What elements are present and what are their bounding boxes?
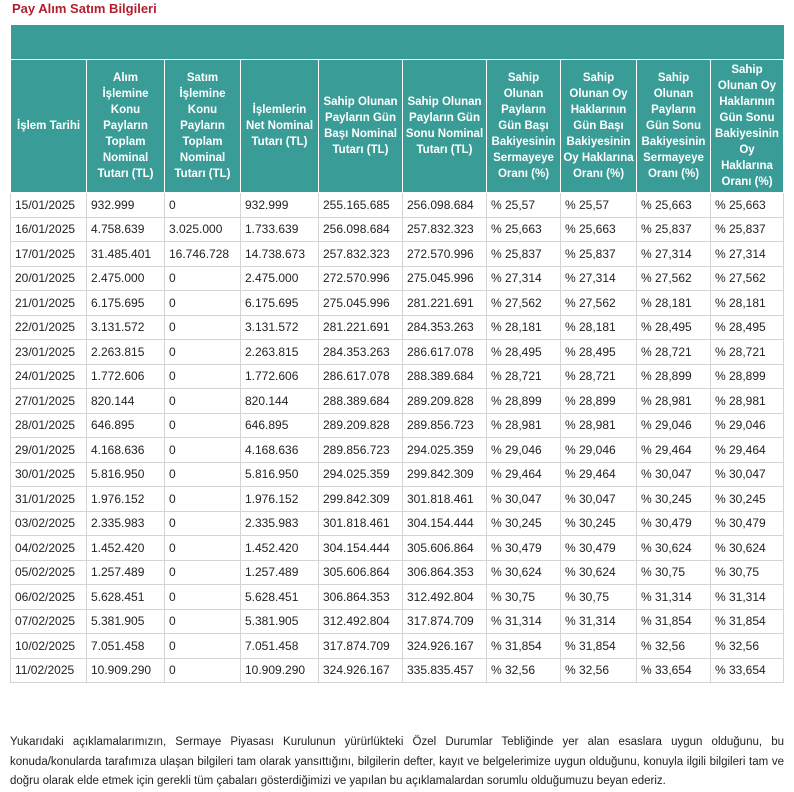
table-cell: 299.842.309 <box>403 462 487 487</box>
table-cell: % 27,562 <box>637 266 711 291</box>
table-cell: 16/01/2025 <box>11 217 87 242</box>
table-cell: 932.999 <box>241 193 319 218</box>
table-cell: 255.165.685 <box>319 193 403 218</box>
table-cell: % 27,314 <box>561 266 637 291</box>
table-cell: % 31,314 <box>711 585 784 610</box>
table-cell: 5.816.950 <box>241 462 319 487</box>
table-cell: 4.758.639 <box>87 217 165 242</box>
table-cell: 281.221.691 <box>403 291 487 316</box>
table-cell: 5.381.905 <box>87 609 165 634</box>
table-cell: % 28,181 <box>487 315 561 340</box>
table-cell: % 25,663 <box>637 193 711 218</box>
table-cell: 03/02/2025 <box>11 511 87 536</box>
header-cell: Sahip Olunan Payların Gün Başı Nominal Tutarı (TL) <box>319 60 403 193</box>
table-cell: 284.353.263 <box>319 340 403 365</box>
table-cell: % 27,314 <box>487 266 561 291</box>
table-cell: 22/01/2025 <box>11 315 87 340</box>
table-cell: 0 <box>165 413 241 438</box>
table-cell: 27/01/2025 <box>11 389 87 414</box>
table-cell: 05/02/2025 <box>11 560 87 585</box>
table-row <box>11 585 784 610</box>
table-cell: 23/01/2025 <box>11 340 87 365</box>
table-cell: % 28,181 <box>561 315 637 340</box>
table-cell: 2.263.815 <box>241 340 319 365</box>
table-row <box>11 217 784 242</box>
table-cell: % 28,981 <box>487 413 561 438</box>
table-cell: % 30,75 <box>711 560 784 585</box>
table-cell: 284.353.263 <box>403 315 487 340</box>
table-cell: 646.895 <box>87 413 165 438</box>
table-cell: 312.492.804 <box>403 585 487 610</box>
table-cell: % 30,479 <box>561 536 637 561</box>
table-cell: 31.485.401 <box>87 242 165 267</box>
table-body <box>11 193 784 683</box>
table-cell: % 27,562 <box>711 266 784 291</box>
table-cell: 286.617.078 <box>319 364 403 389</box>
table-cell: 21/01/2025 <box>11 291 87 316</box>
table-cell: 30/01/2025 <box>11 462 87 487</box>
table-cell: 6.175.695 <box>87 291 165 316</box>
table-row <box>11 413 784 438</box>
table-cell: 257.832.323 <box>319 242 403 267</box>
table-cell: 272.570.996 <box>319 266 403 291</box>
table-row <box>11 462 784 487</box>
table-cell: % 25,837 <box>637 217 711 242</box>
table-cell: 286.617.078 <box>403 340 487 365</box>
table-cell: % 27,314 <box>711 242 784 267</box>
table-cell: 257.832.323 <box>403 217 487 242</box>
table-cell: 10/02/2025 <box>11 634 87 659</box>
table-cell: 1.452.420 <box>241 536 319 561</box>
table-cell: 288.389.684 <box>319 389 403 414</box>
table-cell: 0 <box>165 462 241 487</box>
table-cell: 28/01/2025 <box>11 413 87 438</box>
table-cell: 20/01/2025 <box>11 266 87 291</box>
table-cell: % 28,495 <box>487 340 561 365</box>
table-cell: 4.168.636 <box>241 438 319 463</box>
table-cell: 29/01/2025 <box>11 438 87 463</box>
table-cell: % 30,047 <box>487 487 561 512</box>
table-cell: 299.842.309 <box>319 487 403 512</box>
table-cell: % 28,899 <box>561 389 637 414</box>
table-cell: % 28,899 <box>711 364 784 389</box>
table-row <box>11 389 784 414</box>
table-cell: % 30,245 <box>637 487 711 512</box>
header-cell: Satım İşlemine Konu Payların Toplam Nominal Tutarı (TL) <box>165 60 241 193</box>
table-cell: 275.045.996 <box>319 291 403 316</box>
table-cell: 317.874.709 <box>403 609 487 634</box>
table-row <box>11 315 784 340</box>
table-cell: 2.475.000 <box>87 266 165 291</box>
table-cell: % 25,837 <box>487 242 561 267</box>
table-cell: 31/01/2025 <box>11 487 87 512</box>
table-row <box>11 438 784 463</box>
table-cell: 289.209.828 <box>403 389 487 414</box>
table-cell: % 30,624 <box>487 560 561 585</box>
table-cell: % 33,654 <box>711 658 784 683</box>
table-cell: % 29,464 <box>561 462 637 487</box>
table-cell: 1.257.489 <box>87 560 165 585</box>
table-cell: % 28,899 <box>637 364 711 389</box>
table-cell: % 31,854 <box>637 609 711 634</box>
table-cell: 2.263.815 <box>87 340 165 365</box>
table-cell: % 25,663 <box>561 217 637 242</box>
table-cell: 820.144 <box>87 389 165 414</box>
table-cell: 0 <box>165 609 241 634</box>
table-cell: 0 <box>165 536 241 561</box>
table-cell: 1.976.152 <box>87 487 165 512</box>
table-cell: 304.154.444 <box>403 511 487 536</box>
table-cell: % 31,314 <box>561 609 637 634</box>
table-cell: 16.746.728 <box>165 242 241 267</box>
table-cell: % 29,464 <box>637 438 711 463</box>
header-cell: Alım İşlemine Konu Payların Toplam Nominal Tutarı (TL) <box>87 60 165 193</box>
table-cell: 0 <box>165 634 241 659</box>
table-row <box>11 266 784 291</box>
header-cell: Sahip Olunan Payların Gün Başı Bakiyesinin Sermayeye Oranı (%) <box>487 60 561 193</box>
table-cell: % 27,562 <box>487 291 561 316</box>
table-cell: 312.492.804 <box>319 609 403 634</box>
table-cell: % 31,854 <box>711 609 784 634</box>
table-cell: % 25,837 <box>561 242 637 267</box>
table-cell: % 28,721 <box>487 364 561 389</box>
table-cell: 1.976.152 <box>241 487 319 512</box>
table-cell: % 29,046 <box>711 413 784 438</box>
table-cell: 256.098.684 <box>319 217 403 242</box>
table-cell: % 30,245 <box>711 487 784 512</box>
table-cell: % 30,479 <box>711 511 784 536</box>
table-row <box>11 658 784 683</box>
trade-table <box>10 25 784 683</box>
table-cell: 0 <box>165 266 241 291</box>
table-cell: 1.257.489 <box>241 560 319 585</box>
table-cell: % 28,721 <box>711 340 784 365</box>
table-cell: 10.909.290 <box>87 658 165 683</box>
table-cell: % 30,047 <box>711 462 784 487</box>
table-cell: % 28,981 <box>711 389 784 414</box>
table-cell: 294.025.359 <box>319 462 403 487</box>
table-cell: % 31,314 <box>637 585 711 610</box>
table-cell: 0 <box>165 560 241 585</box>
table-cell: 24/01/2025 <box>11 364 87 389</box>
table-cell: 820.144 <box>241 389 319 414</box>
table-cell: 14.738.673 <box>241 242 319 267</box>
table-cell: 0 <box>165 193 241 218</box>
table-cell: 5.628.451 <box>241 585 319 610</box>
table-cell: % 29,464 <box>487 462 561 487</box>
header-row <box>11 60 784 193</box>
table-cell: 2.475.000 <box>241 266 319 291</box>
trade-table-wrapper <box>10 25 783 683</box>
table-cell: 3.025.000 <box>165 217 241 242</box>
table-row <box>11 242 784 267</box>
table-cell: 301.818.461 <box>403 487 487 512</box>
header-cell: Sahip Olunan Payların Gün Sonu Nominal Tutarı (TL) <box>403 60 487 193</box>
table-cell: 305.606.864 <box>403 536 487 561</box>
table-cell: 0 <box>165 585 241 610</box>
table-cell: 0 <box>165 487 241 512</box>
table-cell: 1.452.420 <box>87 536 165 561</box>
table-cell: % 25,663 <box>487 217 561 242</box>
table-cell: 289.856.723 <box>403 413 487 438</box>
table-cell: 2.335.983 <box>241 511 319 536</box>
header-cell: Sahip Olunan Payların Gün Sonu Bakiyesinin Sermayeye Oranı (%) <box>637 60 711 193</box>
table-cell: 11/02/2025 <box>11 658 87 683</box>
table-cell: % 31,314 <box>487 609 561 634</box>
header-cell: İşlemlerin Net Nominal Tutarı (TL) <box>241 60 319 193</box>
table-cell: % 27,562 <box>561 291 637 316</box>
table-cell: 0 <box>165 315 241 340</box>
table-cell: 317.874.709 <box>319 634 403 659</box>
table-cell: % 28,495 <box>561 340 637 365</box>
table-cell: 646.895 <box>241 413 319 438</box>
table-cell: % 28,721 <box>561 364 637 389</box>
table-cell: % 28,181 <box>637 291 711 316</box>
table-cell: % 25,663 <box>711 193 784 218</box>
table-cell: 1.772.606 <box>87 364 165 389</box>
table-row <box>11 340 784 365</box>
table-cell: % 33,654 <box>637 658 711 683</box>
table-cell: 0 <box>165 658 241 683</box>
table-cell: 3.131.572 <box>87 315 165 340</box>
table-cell: 306.864.353 <box>319 585 403 610</box>
table-row <box>11 291 784 316</box>
table-row <box>11 536 784 561</box>
table-cell: 256.098.684 <box>403 193 487 218</box>
table-row <box>11 609 784 634</box>
table-cell: % 32,56 <box>561 658 637 683</box>
disclaimer-text: Yukarıdaki açıklamalarımızın, Sermaye Piyasası Kurulunun yürürlükteki Özel Durumlar Tebliğinde yer alan esaslara uygun olduğunu, bu konuda/konularda tarafımıza ulaşan bilgileri tam olarak yansıttığını, bilgilerin defter, kayıt ve belgelerimize uygun olduğunu, konuyla ilgili bilgileri tam ve doğru olarak elde etmek için gerekli tüm çabaları gösterdiğimizi ve yapılan bu açıklamalardan sorumlu olduğumuzu beyan ederiz. <box>10 736 784 787</box>
table-cell: % 31,854 <box>487 634 561 659</box>
table-cell: % 30,047 <box>637 462 711 487</box>
table-row <box>11 364 784 389</box>
header-cell: İşlem Tarihi <box>11 60 87 193</box>
header-cell: Sahip Olunan Oy Haklarının Gün Başı Bakiyesinin Oy Haklarına Oranı (%) <box>561 60 637 193</box>
table-cell: 324.926.167 <box>319 658 403 683</box>
table-cell: % 28,899 <box>487 389 561 414</box>
table-row <box>11 634 784 659</box>
table-cell: 335.835.457 <box>403 658 487 683</box>
table-cell: % 30,75 <box>487 585 561 610</box>
table-cell: % 28,181 <box>711 291 784 316</box>
table-cell: 04/02/2025 <box>11 536 87 561</box>
table-cell: % 28,495 <box>637 315 711 340</box>
header-band <box>11 25 784 60</box>
table-cell: 5.816.950 <box>87 462 165 487</box>
table-cell: 0 <box>165 291 241 316</box>
table-row <box>11 193 784 218</box>
table-cell: 10.909.290 <box>241 658 319 683</box>
table-cell: 0 <box>165 340 241 365</box>
table-cell: 281.221.691 <box>319 315 403 340</box>
table-cell: % 32,56 <box>487 658 561 683</box>
table-cell: 5.381.905 <box>241 609 319 634</box>
table-cell: % 30,245 <box>561 511 637 536</box>
table-cell: 288.389.684 <box>403 364 487 389</box>
table-cell: 7.051.458 <box>241 634 319 659</box>
table-cell: % 31,854 <box>561 634 637 659</box>
table-cell: 324.926.167 <box>403 634 487 659</box>
table-cell: % 29,464 <box>711 438 784 463</box>
table-cell: % 30,047 <box>561 487 637 512</box>
table-cell: % 25,57 <box>561 193 637 218</box>
table-cell: % 28,721 <box>637 340 711 365</box>
table-cell: % 30,479 <box>487 536 561 561</box>
table-cell: 3.131.572 <box>241 315 319 340</box>
table-row <box>11 560 784 585</box>
table-cell: % 28,981 <box>561 413 637 438</box>
table-cell: % 32,56 <box>711 634 784 659</box>
table-cell: 275.045.996 <box>403 266 487 291</box>
header-cell: Sahip Olunan Oy Haklarının Gün Sonu Bakiyesinin Oy Haklarına Oranı (%) <box>711 60 784 193</box>
table-cell: % 30,624 <box>711 536 784 561</box>
table-cell: 15/01/2025 <box>11 193 87 218</box>
table-cell: % 30,479 <box>637 511 711 536</box>
table-cell: % 28,495 <box>711 315 784 340</box>
table-cell: 1.733.639 <box>241 217 319 242</box>
table-cell: % 27,314 <box>637 242 711 267</box>
table-cell: % 30,624 <box>561 560 637 585</box>
table-cell: 7.051.458 <box>87 634 165 659</box>
table-cell: % 30,75 <box>637 560 711 585</box>
table-cell: 0 <box>165 389 241 414</box>
table-cell: 6.175.695 <box>241 291 319 316</box>
table-cell: % 25,57 <box>487 193 561 218</box>
table-cell: % 29,046 <box>487 438 561 463</box>
table-cell: % 30,624 <box>637 536 711 561</box>
table-cell: 272.570.996 <box>403 242 487 267</box>
table-cell: % 29,046 <box>561 438 637 463</box>
table-cell: 294.025.359 <box>403 438 487 463</box>
table-cell: 0 <box>165 438 241 463</box>
table-cell: % 25,837 <box>711 217 784 242</box>
table-cell: 1.772.606 <box>241 364 319 389</box>
table-cell: 17/01/2025 <box>11 242 87 267</box>
table-cell: 5.628.451 <box>87 585 165 610</box>
table-cell: 289.856.723 <box>319 438 403 463</box>
table-cell: 305.606.864 <box>319 560 403 585</box>
table-row <box>11 511 784 536</box>
table-cell: 306.864.353 <box>403 560 487 585</box>
table-cell: 07/02/2025 <box>11 609 87 634</box>
page-title: Pay Alım Satım Bilgileri <box>12 1 157 16</box>
table-cell: 932.999 <box>87 193 165 218</box>
table-cell: 0 <box>165 511 241 536</box>
table-cell: % 28,981 <box>637 389 711 414</box>
table-cell: % 29,046 <box>637 413 711 438</box>
table-cell: 2.335.983 <box>87 511 165 536</box>
table-cell: 289.209.828 <box>319 413 403 438</box>
table-cell: 06/02/2025 <box>11 585 87 610</box>
table-cell: % 30,245 <box>487 511 561 536</box>
table-cell: 301.818.461 <box>319 511 403 536</box>
table-cell: % 30,75 <box>561 585 637 610</box>
table-cell: 304.154.444 <box>319 536 403 561</box>
table-cell: 0 <box>165 364 241 389</box>
table-cell: % 32,56 <box>637 634 711 659</box>
table-cell: 4.168.636 <box>87 438 165 463</box>
table-row <box>11 487 784 512</box>
